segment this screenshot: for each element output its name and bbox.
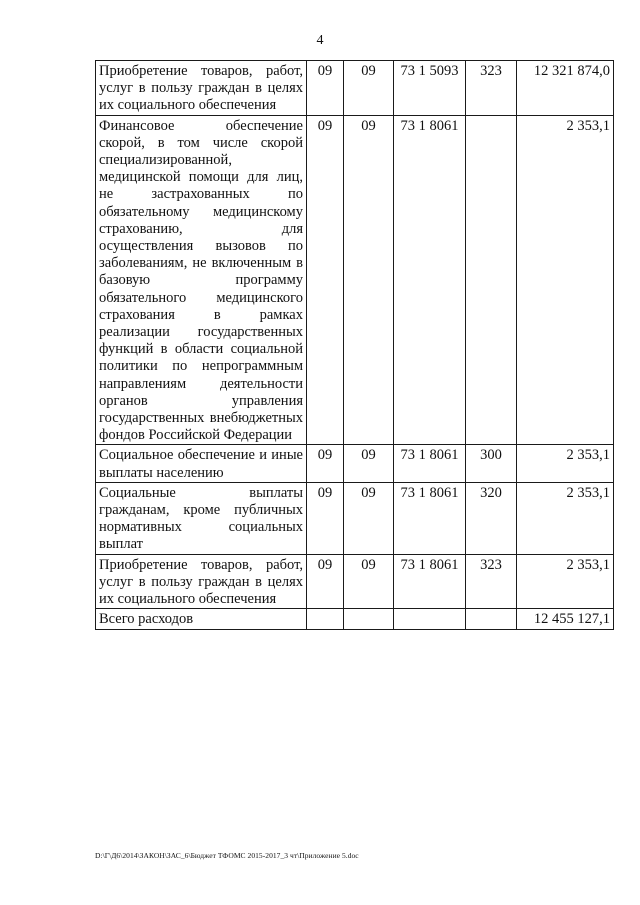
row-name-cell: Приобретение товаров, работ, услуг в пользу граждан в целях их социального обеспечения <box>96 61 307 116</box>
table-row <box>96 115 614 445</box>
page-number: 4 <box>316 33 324 48</box>
subsection-code-cell: 09 <box>344 61 394 116</box>
amount-cell: 2 353,1 <box>517 115 614 445</box>
expense-type-cell: 323 <box>466 554 517 609</box>
amount-cell: 2 353,1 <box>517 445 614 482</box>
total-row <box>96 609 614 629</box>
target-article-cell: 73 1 8061 <box>394 482 466 554</box>
amount-cell: 2 353,1 <box>517 554 614 609</box>
total-amount-cell: 12 455 127,1 <box>517 609 614 629</box>
table-row <box>96 61 614 116</box>
table-row <box>96 445 614 482</box>
row-name-cell: Социальное обеспечение и иные выплаты населению <box>96 445 307 482</box>
target-article-cell: 73 1 8061 <box>394 445 466 482</box>
table-row <box>96 554 614 609</box>
section-code-cell: 09 <box>307 445 344 482</box>
subsection-code-cell: 09 <box>344 445 394 482</box>
row-name-cell: Социальные выплаты гражданам, кроме публичных нормативных социальных выплат <box>96 482 307 554</box>
expense-type-cell: 320 <box>466 482 517 554</box>
expenditure-table <box>95 60 614 630</box>
subsection-code-cell: 09 <box>344 554 394 609</box>
section-code-cell: 09 <box>307 61 344 116</box>
empty-cell <box>466 609 517 629</box>
expense-type-cell: 323 <box>466 61 517 116</box>
target-article-cell: 73 1 8061 <box>394 554 466 609</box>
target-article-cell: 73 1 5093 <box>394 61 466 116</box>
footer-file-path: D:\Г\Д6\2014\ЗАКОН\ЗАС_6\Бюджет ТФОМС 2015-2017_3 чт\Приложение 5.doc <box>95 851 359 860</box>
amount-cell: 2 353,1 <box>517 482 614 554</box>
expense-type-cell <box>466 115 517 445</box>
total-label-cell: Всего расходов <box>96 609 307 629</box>
section-code-cell: 09 <box>307 482 344 554</box>
table-row <box>96 482 614 554</box>
subsection-code-cell: 09 <box>344 115 394 445</box>
section-code-cell: 09 <box>307 554 344 609</box>
row-name-cell: Финансовое обеспечение скорой, в том числе скорой специализированной, медицинской помощи для лиц, не застрахованных по обязательному медицинскому страхованию, для осуществления вызовов по заболеваниям, не включенным в базовую программу обязательного медицинского страхования в рамках реализации государственных функций в области социальной политики по непрограммным направлениям деятельности органов управления государственных внебюджетных фондов Российской Федерации <box>96 115 307 445</box>
empty-cell <box>344 609 394 629</box>
row-name-cell: Приобретение товаров, работ, услуг в пользу граждан в целях их социального обеспечения <box>96 554 307 609</box>
section-code-cell: 09 <box>307 115 344 445</box>
subsection-code-cell: 09 <box>344 482 394 554</box>
empty-cell <box>307 609 344 629</box>
target-article-cell: 73 1 8061 <box>394 115 466 445</box>
amount-cell: 12 321 874,0 <box>517 61 614 116</box>
empty-cell <box>394 609 466 629</box>
expense-type-cell: 300 <box>466 445 517 482</box>
